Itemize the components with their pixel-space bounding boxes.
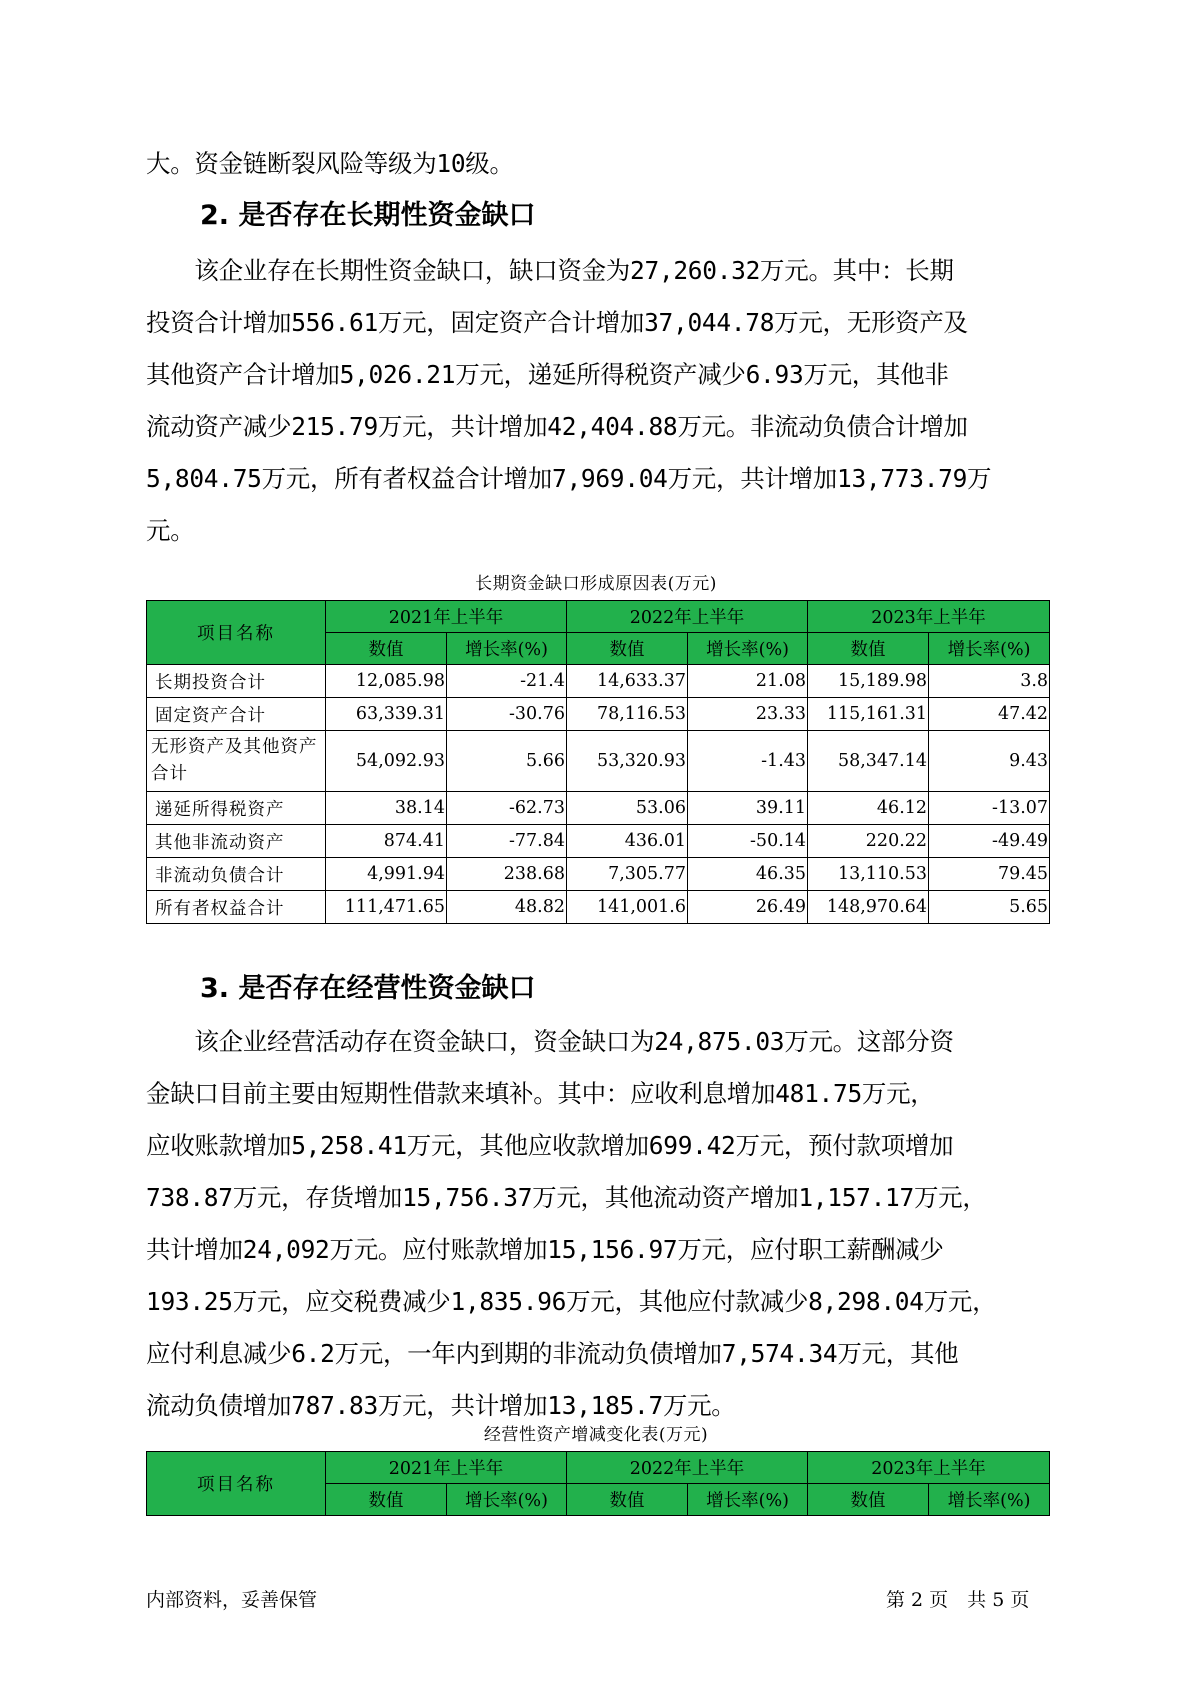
row-label: 无形资产及其他资产合计: [147, 731, 326, 792]
cell-growth: -13.07: [929, 792, 1050, 825]
cell-value: 115,161.31: [808, 698, 929, 731]
header-item-name: 项目名称: [147, 601, 326, 665]
cell-value: 63,339.31: [326, 698, 447, 731]
cell-value: 46.12: [808, 792, 929, 825]
footer-page-number: 第 2 页 共 5 页: [886, 1589, 1030, 1611]
header-period-2022: 2022年上半年: [567, 601, 808, 633]
header-period-2022: 2022年上半年: [567, 1452, 808, 1484]
cell-value: 15,189.98: [808, 665, 929, 698]
header-period-2023: 2023年上半年: [808, 601, 1050, 633]
cell-value: 38.14: [326, 792, 447, 825]
cell-value: 78,116.53: [567, 698, 688, 731]
long-term-gap-table: [146, 600, 1050, 924]
cell-value: 12,085.98: [326, 665, 447, 698]
section-3-heading: 3. 是否存在经营性资金缺口: [200, 973, 536, 1004]
cell-value: 14,633.37: [567, 665, 688, 698]
header-value: 数值: [567, 1484, 688, 1516]
table-row: [147, 698, 1050, 731]
paragraph-line: 元。: [146, 516, 195, 545]
header-item-name: 项目名称: [147, 1452, 326, 1516]
paragraph-line: 大。资金链断裂风险等级为10级。: [146, 149, 514, 178]
table-2-caption: 经营性资产增减变化表(万元): [483, 1425, 709, 1445]
cell-growth: 21.08: [688, 665, 808, 698]
cell-growth: 48.82: [447, 891, 567, 924]
row-label: 长期投资合计: [147, 665, 326, 698]
header-value: 数值: [326, 633, 447, 665]
cell-growth: -1.43: [688, 731, 808, 792]
paragraph-line: 共计增加24,092万元。应付账款增加15,156.97万元，应付职工薪酬减少: [146, 1235, 944, 1264]
cell-value: 874.41: [326, 825, 447, 858]
paragraph-line: 5,804.75万元，所有者权益合计增加7,969.04万元，共计增加13,773.79万: [146, 464, 992, 493]
row-label: 递延所得税资产: [147, 792, 326, 825]
footer-confidential-note: 内部资料，妥善保管: [146, 1589, 318, 1611]
cell-value: 53,320.93: [567, 731, 688, 792]
cell-value: 220.22: [808, 825, 929, 858]
cell-growth: 46.35: [688, 858, 808, 891]
header-growth-rate: 增长率(%): [447, 1484, 567, 1516]
cell-value: 148,970.64: [808, 891, 929, 924]
cell-growth: 79.45: [929, 858, 1050, 891]
header-growth-rate: 增长率(%): [929, 1484, 1050, 1516]
cell-value: 7,305.77: [567, 858, 688, 891]
paragraph-line: 流动负债增加787.83万元，共计增加13,185.7万元。: [146, 1391, 736, 1420]
row-label: 非流动负债合计: [147, 858, 326, 891]
section-3-paragraph: [146, 1016, 1046, 1432]
table-row: [147, 825, 1050, 858]
paragraph-line: 其他资产合计增加5,026.21万元，递延所得税资产减少6.93万元，其他非: [146, 360, 949, 389]
cell-value: 111,471.65: [326, 891, 447, 924]
cell-growth: 47.42: [929, 698, 1050, 731]
header-growth-rate: 增长率(%): [688, 1484, 808, 1516]
table-1-caption: 长期资金缺口形成原因表(万元): [475, 574, 717, 594]
cell-growth: 5.65: [929, 891, 1050, 924]
table-row: [147, 792, 1050, 825]
paragraph-line: 金缺口目前主要由短期性借款来填补。其中：应收利息增加481.75万元，: [146, 1079, 935, 1108]
cell-value: 13,110.53: [808, 858, 929, 891]
cell-growth: 39.11: [688, 792, 808, 825]
header-period-2021: 2021年上半年: [326, 1452, 567, 1484]
cell-value: 53.06: [567, 792, 688, 825]
cell-growth: -21.4: [447, 665, 567, 698]
table-row: [147, 858, 1050, 891]
cell-growth: 5.66: [447, 731, 567, 792]
cell-growth: -77.84: [447, 825, 567, 858]
paragraph-line: 应收账款增加5,258.41万元，其他应收款增加699.42万元，预付款项增加: [146, 1131, 954, 1160]
paragraph-line: 193.25万元，应交税费减少1,835.96万元，其他应付款减少8,298.04万元，: [146, 1287, 997, 1316]
table-row: [147, 665, 1050, 698]
section-2-heading: 2. 是否存在长期性资金缺口: [200, 200, 536, 231]
paragraph-line: 该企业经营活动存在资金缺口，资金缺口为24,875.03万元。这部分资: [146, 1027, 954, 1056]
row-label: 其他非流动资产: [147, 825, 326, 858]
row-label: 所有者权益合计: [147, 891, 326, 924]
table-row: [147, 731, 1050, 792]
cell-value: 58,347.14: [808, 731, 929, 792]
section-2-paragraph: [146, 245, 1046, 557]
operating-assets-table: [146, 1451, 1050, 1516]
header-period-2023: 2023年上半年: [808, 1452, 1050, 1484]
paragraph-line: 投资合计增加556.61万元，固定资产合计增加37,044.78万元，无形资产及: [146, 308, 968, 337]
cell-value: 141,001.6: [567, 891, 688, 924]
cell-growth: -49.49: [929, 825, 1050, 858]
row-label: 固定资产合计: [147, 698, 326, 731]
cell-growth: 26.49: [688, 891, 808, 924]
intro-paragraph: [146, 138, 1046, 190]
cell-growth: -62.73: [447, 792, 567, 825]
cell-growth: 23.33: [688, 698, 808, 731]
paragraph-line: 738.87万元，存货增加15,756.37万元，其他流动资产增加1,157.17万元，: [146, 1183, 987, 1212]
header-growth-rate: 增长率(%): [688, 633, 808, 665]
cell-growth: -30.76: [447, 698, 567, 731]
header-value: 数值: [808, 1484, 929, 1516]
header-value: 数值: [808, 633, 929, 665]
table-row: [147, 891, 1050, 924]
cell-growth: 9.43: [929, 731, 1050, 792]
paragraph-line: 应付利息减少6.2万元，一年内到期的非流动负债增加7,574.34万元，其他: [146, 1339, 959, 1368]
header-growth-rate: 增长率(%): [929, 633, 1050, 665]
header-value: 数值: [567, 633, 688, 665]
cell-growth: 238.68: [447, 858, 567, 891]
header-period-2021: 2021年上半年: [326, 601, 567, 633]
cell-value: 436.01: [567, 825, 688, 858]
cell-value: 4,991.94: [326, 858, 447, 891]
header-growth-rate: 增长率(%): [447, 633, 567, 665]
cell-growth: -50.14: [688, 825, 808, 858]
header-value: 数值: [326, 1484, 447, 1516]
cell-value: 54,092.93: [326, 731, 447, 792]
cell-growth: 3.8: [929, 665, 1050, 698]
paragraph-line: 流动资产减少215.79万元，共计增加42,404.88万元。非流动负债合计增加: [146, 412, 968, 441]
paragraph-line: 该企业存在长期性资金缺口，缺口资金为27,260.32万元。其中：长期: [146, 256, 954, 285]
